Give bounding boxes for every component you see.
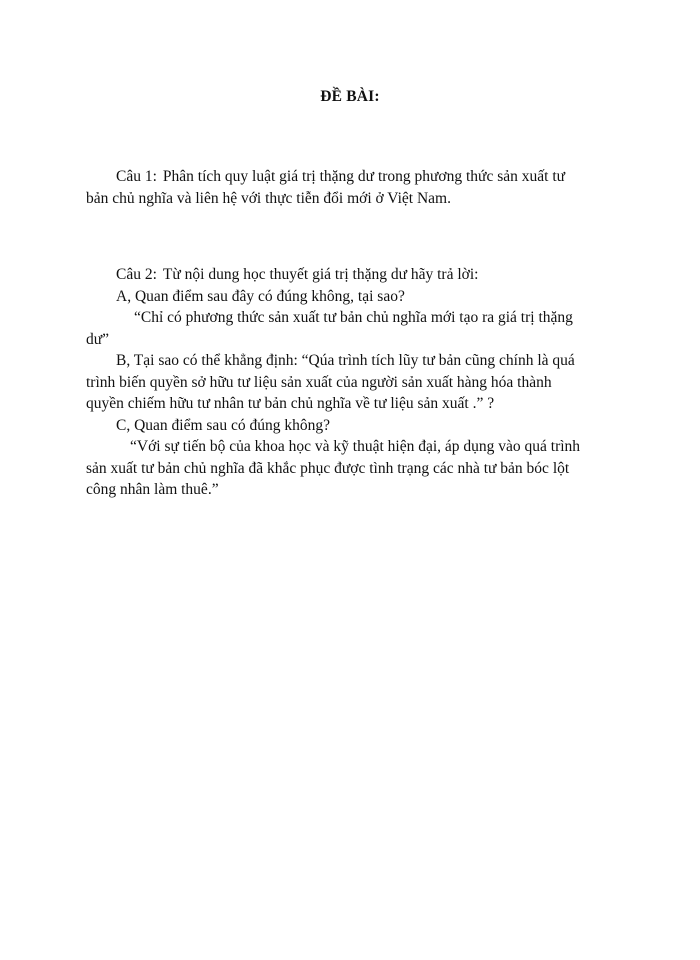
- question-2-label: Câu 2:: [116, 266, 157, 283]
- question-2-intro-line: [86, 264, 598, 286]
- question-1: [86, 166, 598, 209]
- part-c-quote-line-3: công nhân làm thuê.”: [86, 481, 219, 498]
- question-1-line-1: [86, 166, 598, 188]
- question-2-intro: Từ nội dung học thuyết giá trị thặng dư hãy trả lời:: [162, 266, 479, 283]
- question-2: [86, 264, 598, 501]
- page-title: ĐỀ BÀI:: [320, 88, 380, 105]
- part-b-line-3: quyền chiếm hữu tư nhân tư bản chủ nghĩa về tư liệu sản xuất .” ?: [86, 395, 495, 412]
- part-c-quote-line-2: sản xuất tư bản chủ nghĩa đã khắc phục được tình trạng các nhà tư bản bóc lột: [86, 459, 570, 477]
- part-b-line-2: trình biến quyền sở hữu tư liệu sản xuất của người sản xuất hàng hóa thành: [86, 373, 552, 391]
- part-a-prompt: A, Quan điểm sau đây có đúng không, tại sao?: [116, 287, 405, 305]
- part-c-quote-line-1: “Với sự tiến bộ của khoa học và kỹ thuật hiện đại, áp dụng vào quá trình: [130, 438, 581, 455]
- part-a-quote-line-2: dư”: [86, 330, 110, 348]
- part-c-prompt: C, Quan điểm sau có đúng không?: [116, 416, 330, 434]
- part-a-quote-line-1: “Chỉ có phương thức sản xuất tư bản chủ nghĩa mới tạo ra giá trị thặng: [134, 309, 573, 326]
- question-1-label: Câu 1:: [116, 168, 157, 185]
- part-b-line-1: B, Tại sao có thể khẳng định: “Qúa trình tích lũy tư bản cũng chính là quá: [116, 352, 575, 369]
- question-1-text-line-2: bản chủ nghĩa và liên hệ với thực tiễn đổi mới ở Việt Nam.: [86, 189, 451, 207]
- question-1-text-line-1: Phân tích quy luật giá trị thặng dư trong phương thức sản xuất tư: [162, 168, 566, 185]
